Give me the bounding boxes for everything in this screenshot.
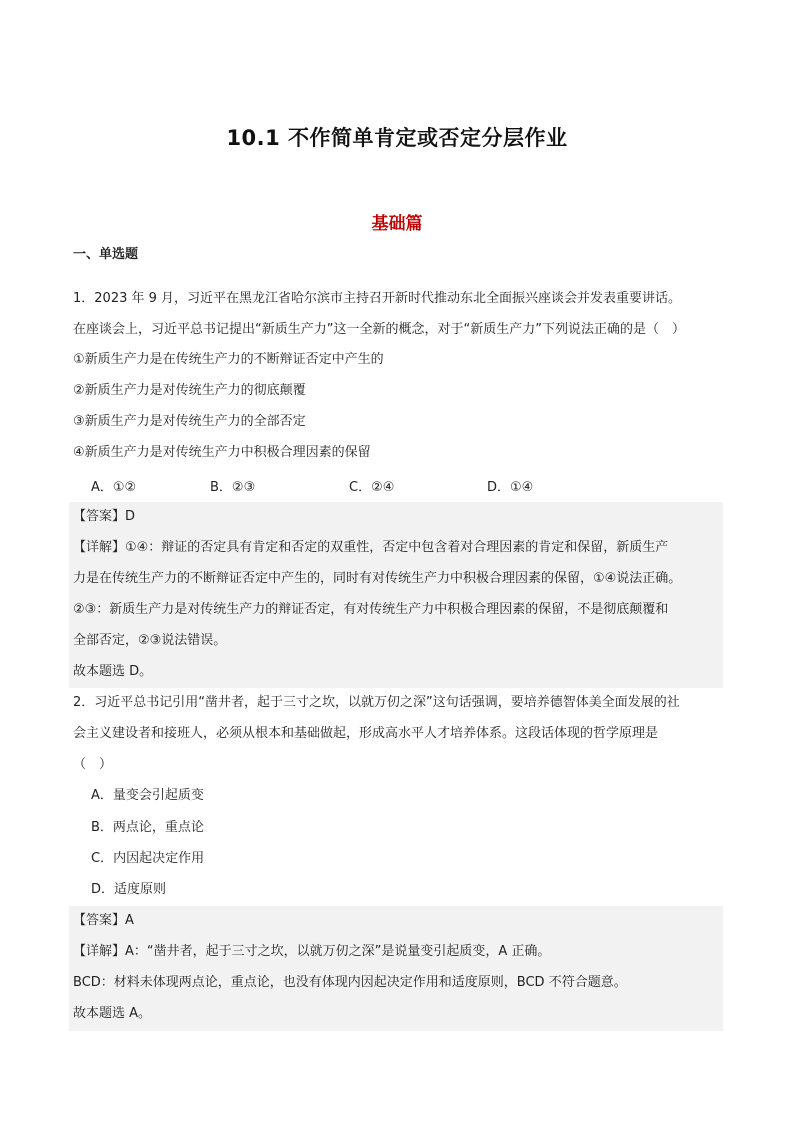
q2-stem-line: 会主义建设者和接班人，必须从根本和基础做起，形成高水平人才培养体系。这段话体现的哲学原理是 (73, 726, 659, 741)
q1-option-b: B．②③ (210, 480, 256, 495)
q2-stem-line: （ ） (73, 757, 113, 772)
q1-option-d: D．①④ (487, 480, 534, 495)
q1-option-a: A．①② (91, 480, 137, 495)
q2-option-d: D．适度原则 (91, 882, 167, 897)
q1-stem-line: 在座谈会上，习近平总书记提出“新质生产力”这一全新的概念，对于“新质生产力”下列说法正确的是（ ） (73, 322, 685, 337)
q1-statement-2: ②新质生产力是对传统生产力的彻底颠覆 (73, 383, 306, 398)
q2-option-b: B．两点论，重点论 (91, 820, 204, 835)
q2-option-c: C．内因起决定作用 (91, 851, 205, 866)
q2-option-a: A．量变会引起质变 (91, 788, 204, 803)
q1-analysis-line: 全部否定，②③说法错误。 (73, 633, 227, 648)
q1-option-c: C．②④ (349, 480, 395, 495)
document-title: 10.1 不作简单肯定或否定分层作业 (226, 126, 568, 150)
q1-answer-box (69, 502, 723, 688)
q1-statement-1: ①新质生产力是在传统生产力的不断辩证否定中产生的 (73, 352, 384, 367)
section-title: 基础篇 (371, 214, 423, 234)
q2-answer-box (69, 906, 723, 1031)
q1-analysis-line: 力是在传统生产力的不断辩证否定中产生的，同时有对传统生产力中积极合理因素的保留，①④说法正确。 (73, 571, 682, 586)
q2-analysis-line: BCD：材料未体现两点论，重点论，也没有体现内因起决定作用和适度原则，BCD 不符合题意。 (73, 975, 627, 990)
q1-answer: 【答案】D (73, 509, 136, 524)
q1-statement-3: ③新质生产力是对传统生产力的全部否定 (73, 414, 306, 429)
q1-conclusion: 故本题选 D。 (73, 664, 153, 679)
q1-statement-4: ④新质生产力是对传统生产力中积极合理因素的保留 (73, 445, 371, 460)
q2-analysis-line: 【详解】A：“凿井者，起于三寸之坎，以就万仞之深”是说量变引起质变，A 正确。 (73, 944, 551, 959)
q2-conclusion: 故本题选 A。 (73, 1006, 152, 1021)
q1-analysis-line: ②③：新质生产力是对传统生产力的辩证否定，有对传统生产力中积极合理因素的保留，不是彻底颠覆和 (73, 602, 669, 617)
q1-analysis-line: 【详解】①④：辩证的否定具有肯定和否定的双重性，否定中包含着对合理因素的肯定和保留，新质生产 (73, 540, 669, 555)
q2-answer: 【答案】A (73, 913, 134, 928)
question-type-heading: 一、单选题 (73, 247, 139, 262)
q1-stem-line: 1．2023 年 9 月，习近平在黑龙江省哈尔滨市主持召开新时代推动东北全面振兴座谈会并发表重要讲话。 (73, 291, 682, 306)
q2-stem-line: 2．习近平总书记引用“凿井者，起于三寸之坎，以就万仞之深”这句话强调，要培养德智体美全面发展的社 (73, 695, 680, 710)
